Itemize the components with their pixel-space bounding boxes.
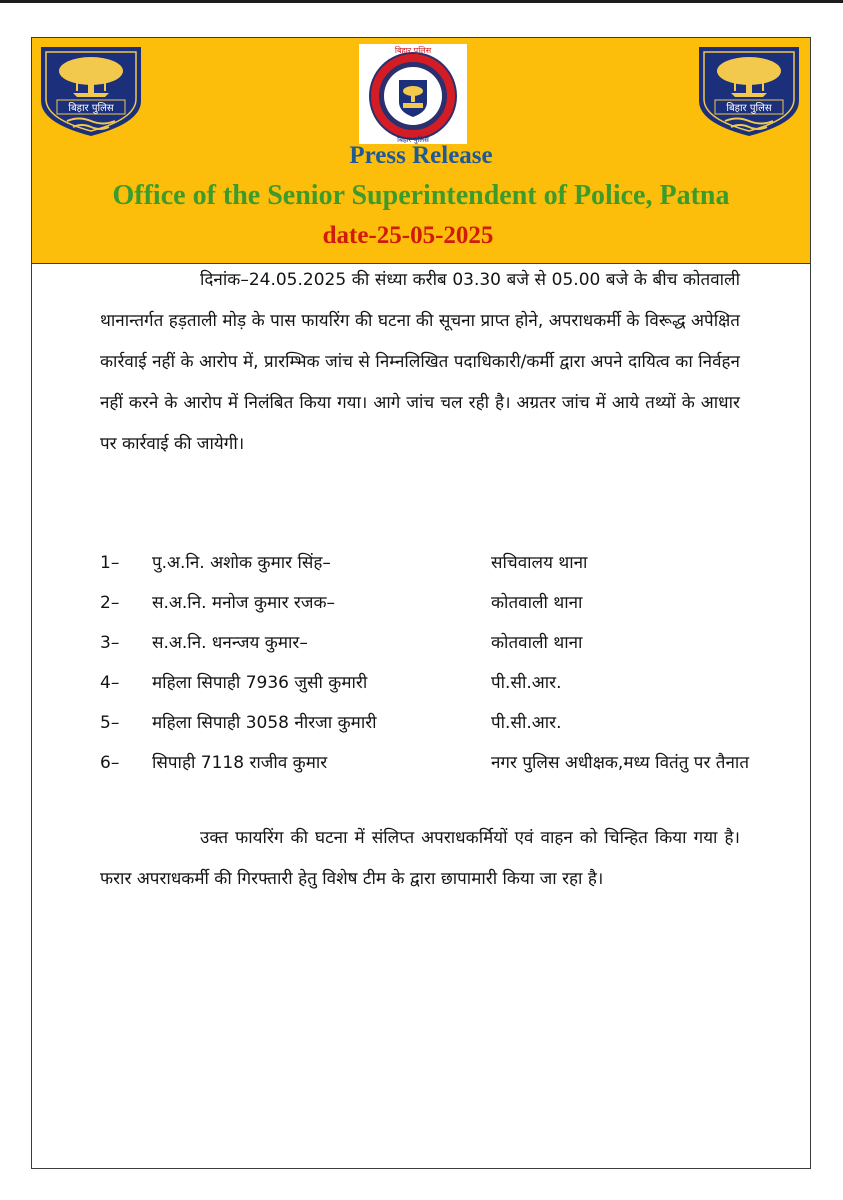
press-release-title: Press Release bbox=[349, 142, 493, 169]
suspended-list-item bbox=[0, 663, 843, 703]
list-item-posting: सचिवालय थाना bbox=[491, 553, 588, 573]
bihar-police-badge-icon bbox=[37, 43, 145, 138]
intro-paragraph: दिनांक–24.05.2025 की संध्या करीब 03.30 बजे से 05.00 बजे के बीच कोतवाली थानान्तर्गत हड़ताली मोड़ के पास फायरिंग की घटना की सूचना प्राप्त होने, अपराधकर्मी के विरूद्ध अपेक्षित कार्रवाई नहीं के आरोप में, प्रारम्भिक जांच से निम्नलिखित पदाधिकारी/कर्मी द्वारा अपने दायित्व का निर्वहन नहीं करने के आरोप में निलंबित किया गया। आगे जांच चल रही है। अग्रतर जांच में आये तथ्यों के आधार पर कार्रवाई की जायेगी। bbox=[100, 270, 740, 454]
list-item-name: महिला सिपाही 7936 जुसी कुमारी bbox=[152, 673, 368, 693]
closing-paragraph-block bbox=[100, 818, 740, 900]
suspended-list-item bbox=[0, 743, 843, 823]
list-item-posting: पी.सी.आर. bbox=[491, 713, 562, 733]
closing-paragraph: उक्त फायरिंग की घटना में संलिप्त अपराधकर्मियों एवं वाहन को चिन्हित किया गया है। फरार अपराधकर्मी की गिरफ्तारी हेतु विशेष टीम के द्वारा छापामारी किया जा रहा है। bbox=[100, 828, 740, 889]
office-name: Office of the Senior Superintendent of Police, Patna bbox=[112, 180, 730, 211]
list-item-posting: पी.सी.आर. bbox=[491, 673, 562, 693]
svg-text:बिहार पुलिस: बिहार पुलिस bbox=[397, 136, 429, 144]
suspended-list-item bbox=[0, 623, 843, 663]
svg-text:बिहार पुलिस: बिहार पुलिस bbox=[394, 46, 432, 55]
list-item-posting: कोतवाली थाना bbox=[491, 593, 583, 613]
letterhead-band bbox=[32, 38, 810, 264]
suspended-list-item bbox=[0, 543, 843, 583]
svg-text:बिहार पुलिस: बिहार पुलिस bbox=[68, 103, 114, 114]
list-item-name: सिपाही 7118 राजीव कुमार bbox=[152, 753, 328, 773]
list-item-name: पु.अ.नि. अशोक कुमार सिंह– bbox=[152, 553, 331, 573]
list-item-posting: नगर पुलिस अधीक्षक,मध्य वितंतु पर तैनात bbox=[491, 753, 750, 773]
suspended-list-item bbox=[0, 703, 843, 743]
center-police-emblem-icon bbox=[359, 44, 467, 144]
bihar-police-badge-icon bbox=[695, 43, 803, 138]
list-item-name: स.अ.नि. मनोज कुमार रजक– bbox=[152, 593, 336, 613]
list-item-name: स.अ.नि. धनन्जय कुमार– bbox=[152, 633, 308, 653]
list-item-name: महिला सिपाही 3058 नीरजा कुमारी bbox=[152, 713, 377, 733]
list-item-number: 3– bbox=[100, 633, 120, 653]
list-item-number: 1– bbox=[100, 553, 120, 573]
suspended-list-item bbox=[0, 583, 843, 623]
svg-text:बिहार पुलिस: बिहार पुलिस bbox=[726, 103, 772, 114]
list-item-posting: कोतवाली थाना bbox=[491, 633, 583, 653]
release-date: date-25-05-2025 bbox=[322, 222, 494, 249]
list-item-number: 4– bbox=[100, 673, 120, 693]
list-item-number: 6– bbox=[100, 753, 120, 773]
list-item-number: 2– bbox=[100, 593, 120, 613]
top-border-line bbox=[0, 0, 843, 3]
list-item-number: 5– bbox=[100, 713, 120, 733]
intro-paragraph-block bbox=[100, 260, 740, 465]
